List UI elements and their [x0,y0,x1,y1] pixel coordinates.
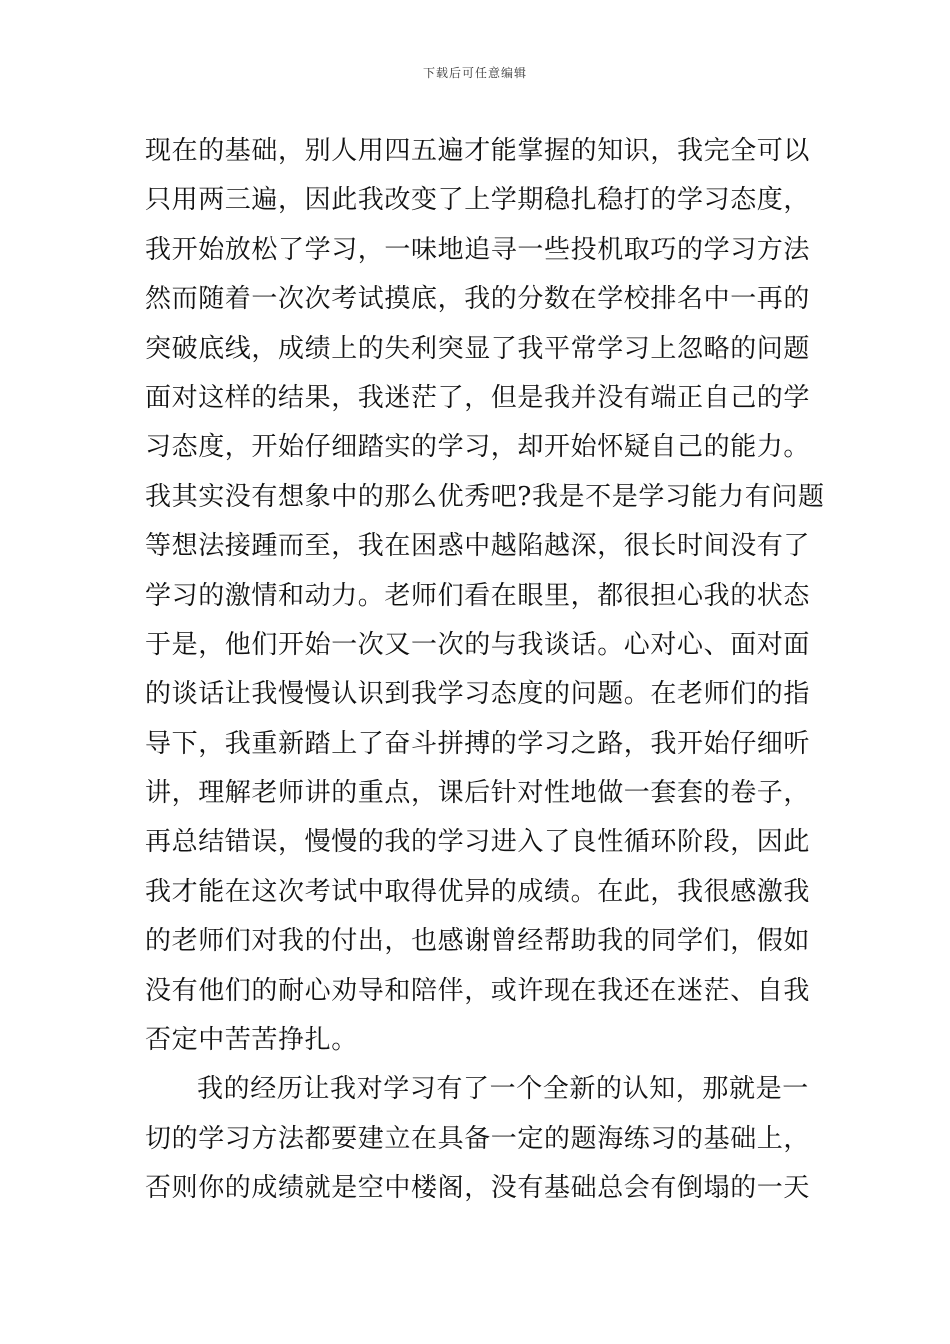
text-line: 面对这样的结果，我迷茫了，但是我并没有端正自己的学 [145,382,811,413]
text-line: 习态度，开始仔细踏实的学习，却开始怀疑自己的能力。 [145,432,811,463]
text-line: 现在的基础，别人用四五遍才能掌握的知识，我完全可以 [145,136,811,166]
text-line: 学习的激情和动力。老师们看在眼里，都很担心我的状态 [145,580,811,611]
text-line: 等想法接踵而至，我在困惑中越陷越深，很长时间没有了 [145,531,811,562]
text-line: 没有他们的耐心劝导和陪伴，或许现在我还在迷茫、自我 [145,975,811,1006]
text-line: 只用两三遍，因此我改变了上学期稳扎稳打的学习态度， [145,185,811,216]
text-line: 于是，他们开始一次又一次的与我谈话。心对心、面对面 [145,629,811,660]
page-header: 下载后可任意编辑 [422,66,527,80]
text-line: 否则你的成绩就是空中楼阁，没有基础总会有倒塌的一天 [145,1173,811,1204]
text-line: 否定中苦苦挣扎。 [145,1025,358,1056]
paragraph-start-line: 我的经历让我对学习有了一个全新的认知，那就是一 [197,1074,809,1105]
text-line: 然而随着一次次考试摸底，我的分数在学校排名中一再的 [145,284,811,315]
text-line: 我开始放松了学习，一味地追寻一些投机取巧的学习方法 [145,234,811,265]
body-text [145,127,825,1214]
text-line: 突破底线，成绩上的失利突显了我平常学习上忽略的问题 [145,333,811,364]
text-line: 切的学习方法都要建立在具备一定的题海练习的基础上， [145,1123,811,1154]
text-line: 的老师们对我的付出，也感谢曾经帮助我的同学们，假如 [145,926,811,957]
text-line: 讲，理解老师讲的重点，课后针对性地做一套套的卷子， [145,778,811,809]
text-line: 的谈话让我慢慢认识到我学习态度的问题。在老师们的指 [145,679,811,710]
text-line: 我其实没有想象中的那么优秀吧?我是不是学习能力有问题 [145,481,825,512]
text-line: 导下，我重新踏上了奋斗拼搏的学习之路，我开始仔细听 [145,728,811,759]
text-line: 再总结错误，慢慢的我的学习进入了良性循环阶段，因此 [145,827,811,858]
text-line: 我才能在这次考试中取得优异的成绩。在此，我很感激我 [145,876,811,907]
